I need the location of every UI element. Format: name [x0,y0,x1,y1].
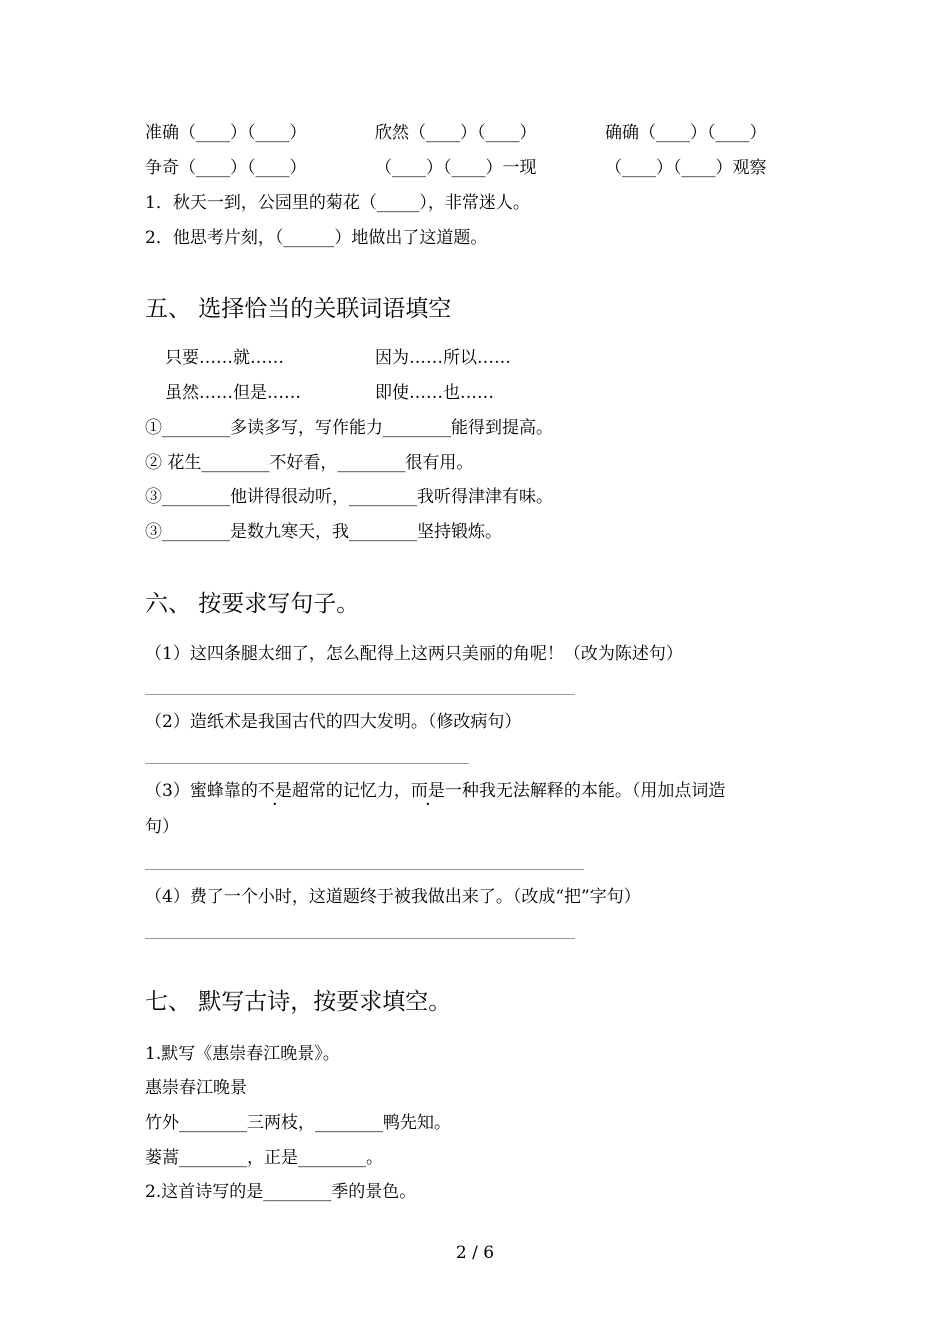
option-3: 虽然……但是…… [165,383,301,403]
option-1: 只要……就…… [165,348,284,368]
section-7-title: 七、 默写古诗，按要求填空。 [145,989,452,1015]
option-4: 即使……也…… [375,383,494,403]
section-5-title: 五、 选择恰当的关联词语填空 [145,296,452,322]
sec6-question-3 [145,779,725,803]
sec7-line-1: 1.默写《惠崇春江晚景》。 [145,1044,340,1064]
sec5-item-4: ③________是数九寒天，我________坚持锻炼。 [145,522,502,542]
page-number: 2 / 6 [455,1243,495,1263]
poem-line-2: 蒌蒿________，正是________。 [145,1148,383,1168]
sec5-item-1: ①________多读多写，写作能力________能得到提高。 [145,418,553,438]
sec6-question-4: （4）费了一个小时，这道题终于被我做出来了。（改成“把”字句） [145,887,641,907]
fill-sentence-2: 2．他思考片刻，（______）地做出了这道题。 [145,228,488,248]
q3-dotted-word-1: 不是 [257,781,292,801]
answer-line-2 [145,763,469,764]
word-blank-2: 欣然（____）（____） [375,123,537,143]
word-blank-1: 准确（____）（____） [145,123,307,143]
word-blank-4: 争奇（____）（____） [145,158,307,178]
poem-title: 惠崇春江晚景 [145,1078,247,1098]
poem-line-1: 竹外________三两枝，________鸭先知。 [145,1113,451,1133]
sec5-item-2: ② 花生________不好看，________很有用。 [145,453,474,473]
sec6-question-1: （1）这四条腿太细了，怎么配得上这两只美丽的角呢！（改为陈述句） [145,644,683,664]
word-blank-6: （____）（____）观察 [605,158,767,178]
q3-text-pre: （3）蜜蜂靠的 [145,781,258,801]
q3-text-post: 一种我无法解释的本能。（用加点词造 [444,781,726,801]
sec6-question-2: （2）造纸术是我国古代的四大发明。（修改病句） [145,712,522,732]
sec7-line-5: 2.这首诗写的是________季的景色。 [145,1182,417,1202]
q3-text-mid: 超常的记忆力， [291,781,411,801]
section-6-title: 六、 按要求写句子。 [145,591,360,617]
word-blank-5: （____）（____）一现 [375,158,537,178]
q3-dotted-word-2: 而是 [410,781,445,801]
answer-line-1 [145,694,575,695]
answer-line-4 [145,938,575,939]
fill-sentence-1: 1．秋天一到，公园里的菊花（_____），非常迷人。 [145,193,530,213]
sec5-item-3: ③________他讲得很动听，________我听得津津有味。 [145,487,553,507]
option-2: 因为……所以…… [375,348,511,368]
answer-line-3 [145,869,584,870]
word-blank-3: 确确（____）（____） [605,123,767,143]
sec6-question-3-cont: 句） [145,817,179,837]
